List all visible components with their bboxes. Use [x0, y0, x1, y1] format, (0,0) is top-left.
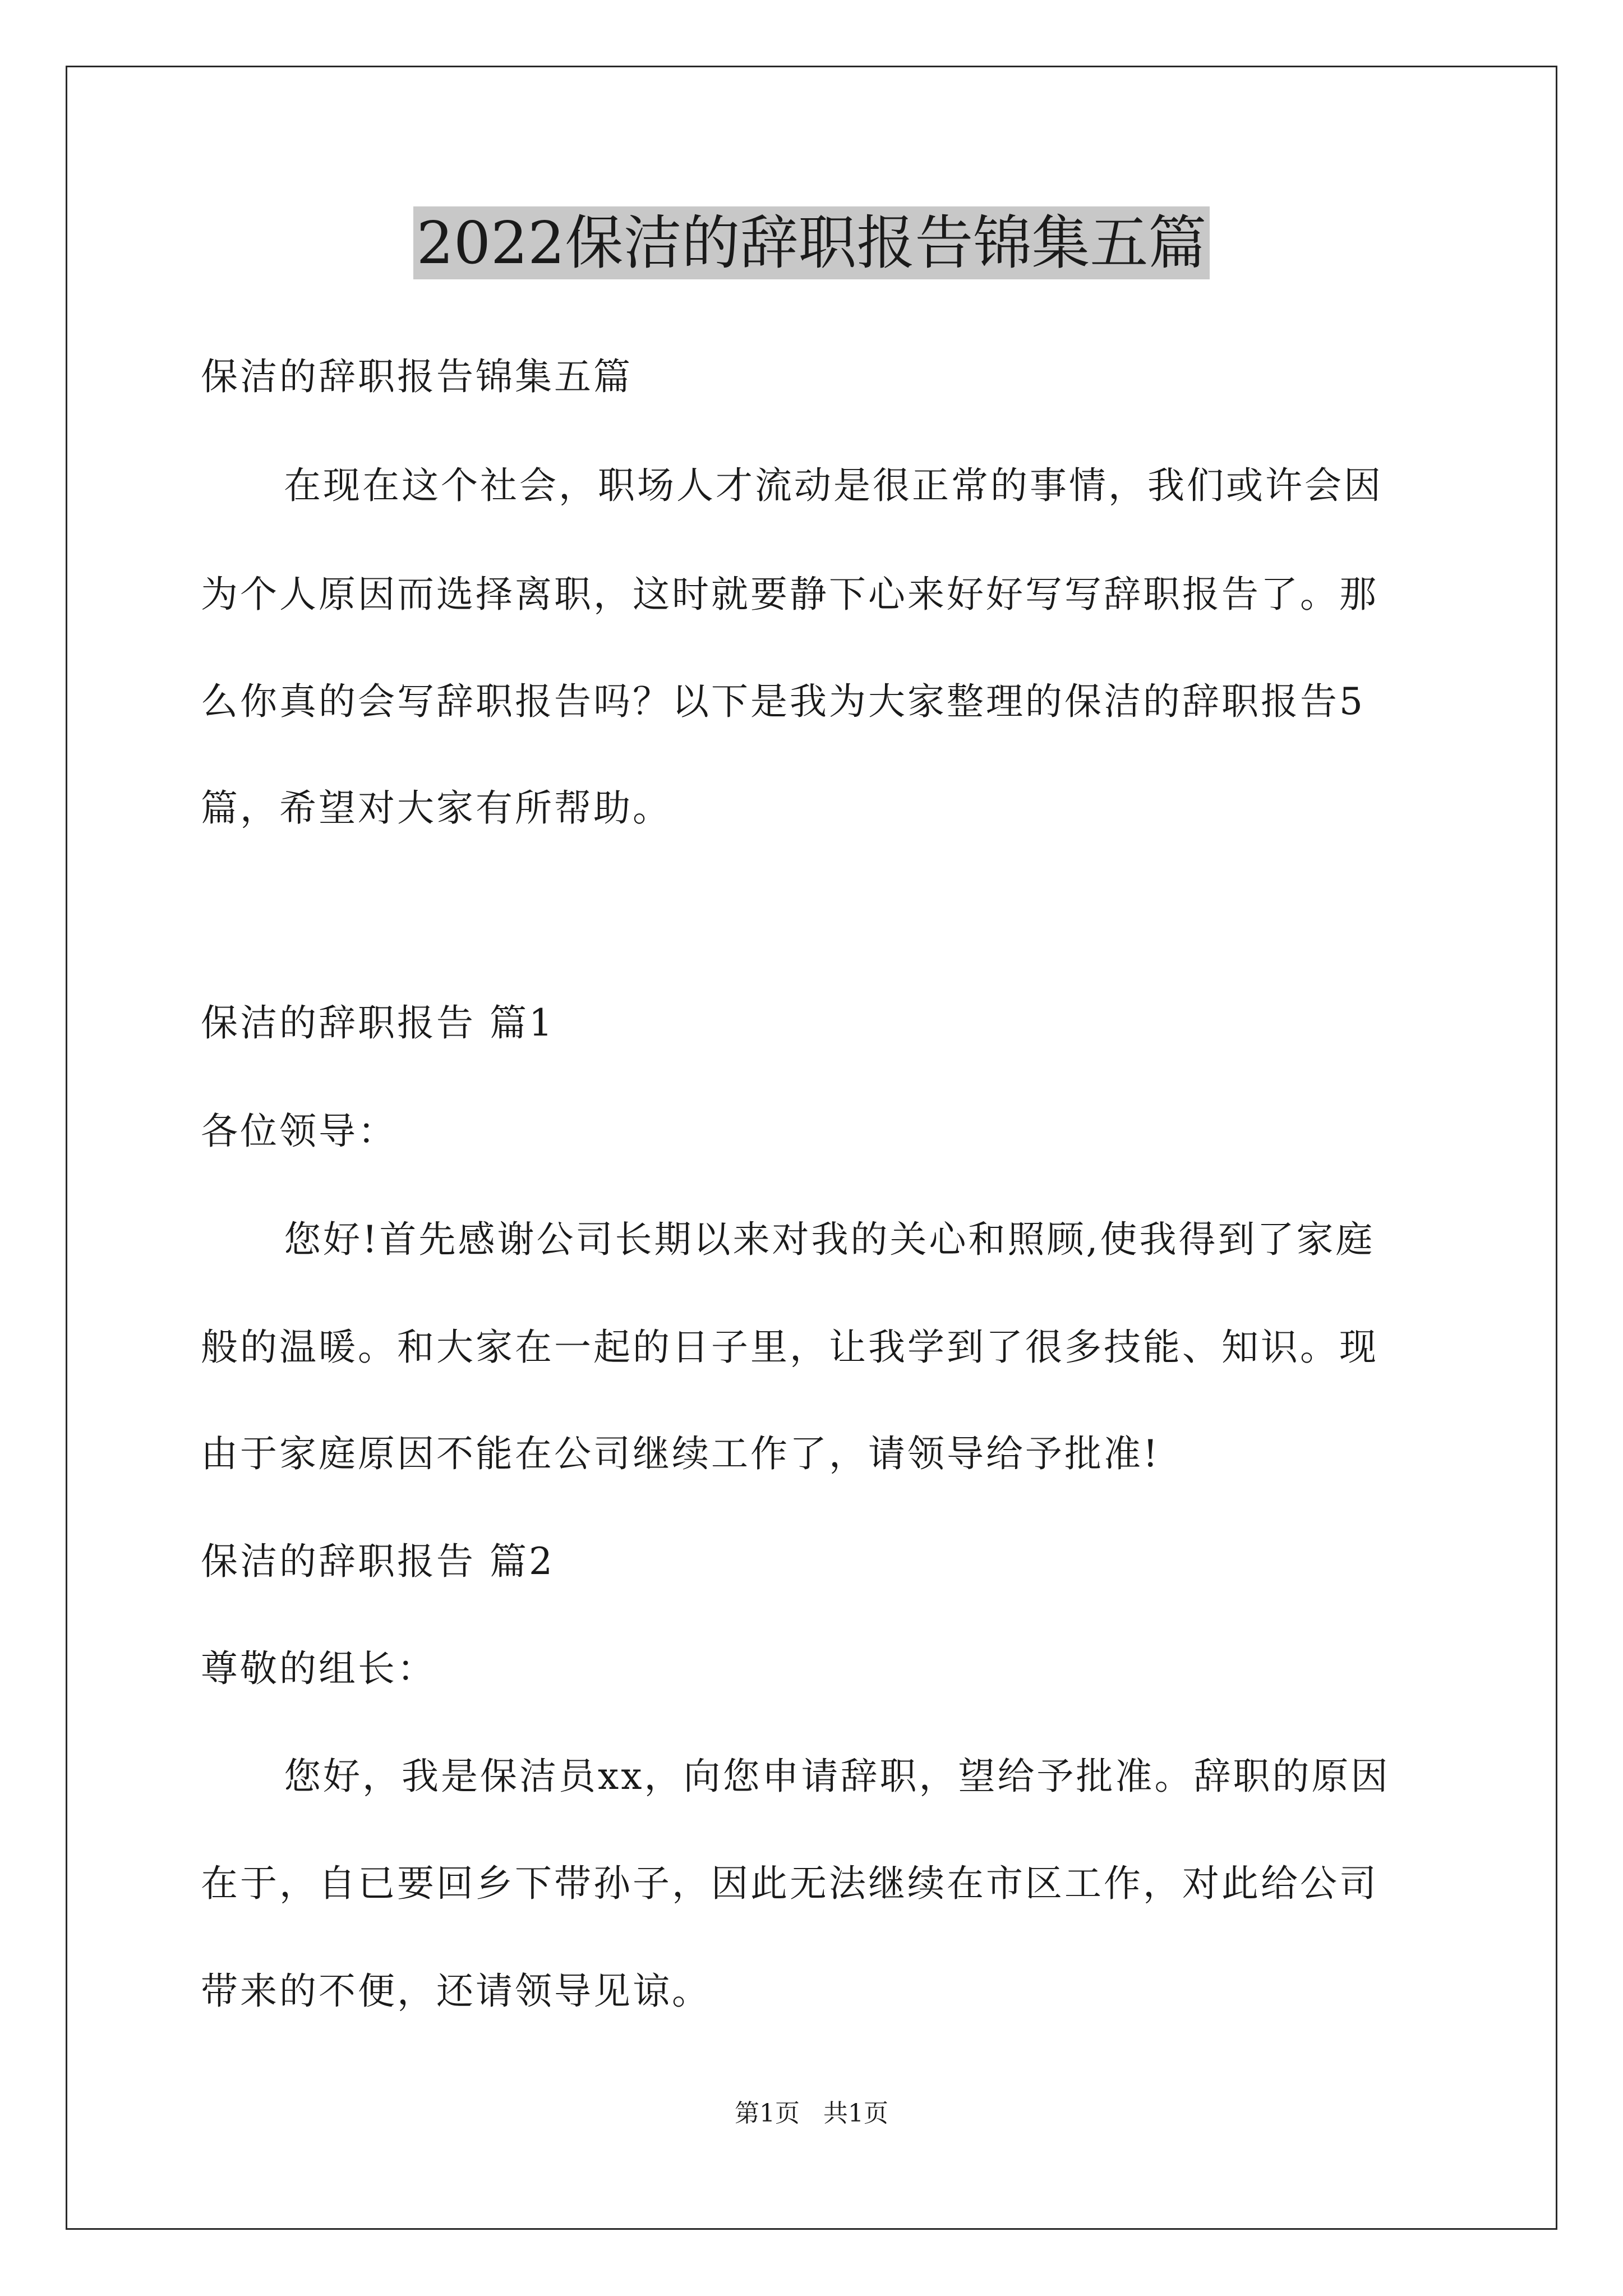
document-title: 2022保洁的辞职报告锦集五篇 [413, 206, 1210, 279]
section2-line-3: 带来的不便，还请领导见谅。 [201, 1970, 711, 2013]
salutation-2: 尊敬的组长： [201, 1647, 436, 1690]
section-heading-1: 保洁的辞职报告 篇1 [201, 1001, 555, 1045]
intro-line-3: 么你真的会写辞职报告吗？以下是我为大家整理的保洁的辞职报告5 [201, 680, 1365, 723]
subtitle-line: 保洁的辞职报告锦集五篇 [201, 355, 633, 398]
salutation-1: 各位领导： [201, 1110, 397, 1153]
intro-line-2: 为个人原因而选择离职，这时就要静下心来好好写写辞职报告了。那 [201, 573, 1378, 616]
section1-line-2: 般的温暖。和大家在一起的日子里，让我学到了很多技能、知识。现 [201, 1326, 1378, 1369]
section-heading-2: 保洁的辞职报告 篇2 [201, 1540, 555, 1583]
section1-line-3: 由于家庭原因不能在公司继续工作了，请领导给予批准! [201, 1432, 1160, 1475]
intro-line-1: 在现在这个社会，职场人才流动是很正常的事情，我们或许会因 [284, 464, 1383, 507]
intro-line-4: 篇，希望对大家有所帮助。 [201, 786, 672, 830]
title-container [0, 206, 1623, 279]
page-footer: 第1页 共1页 [735, 2099, 888, 2128]
section2-line-1: 您好，我是保洁员xx，向您申请辞职，望给予批准。辞职的原因 [284, 1755, 1390, 1798]
section1-line-1: 您好!首先感谢公司长期以来对我的关心和照顾,使我得到了家庭 [284, 1218, 1375, 1261]
section2-line-2: 在于，自已要回乡下带孙子，因此无法继续在市区工作，对此给公司 [201, 1862, 1378, 1905]
